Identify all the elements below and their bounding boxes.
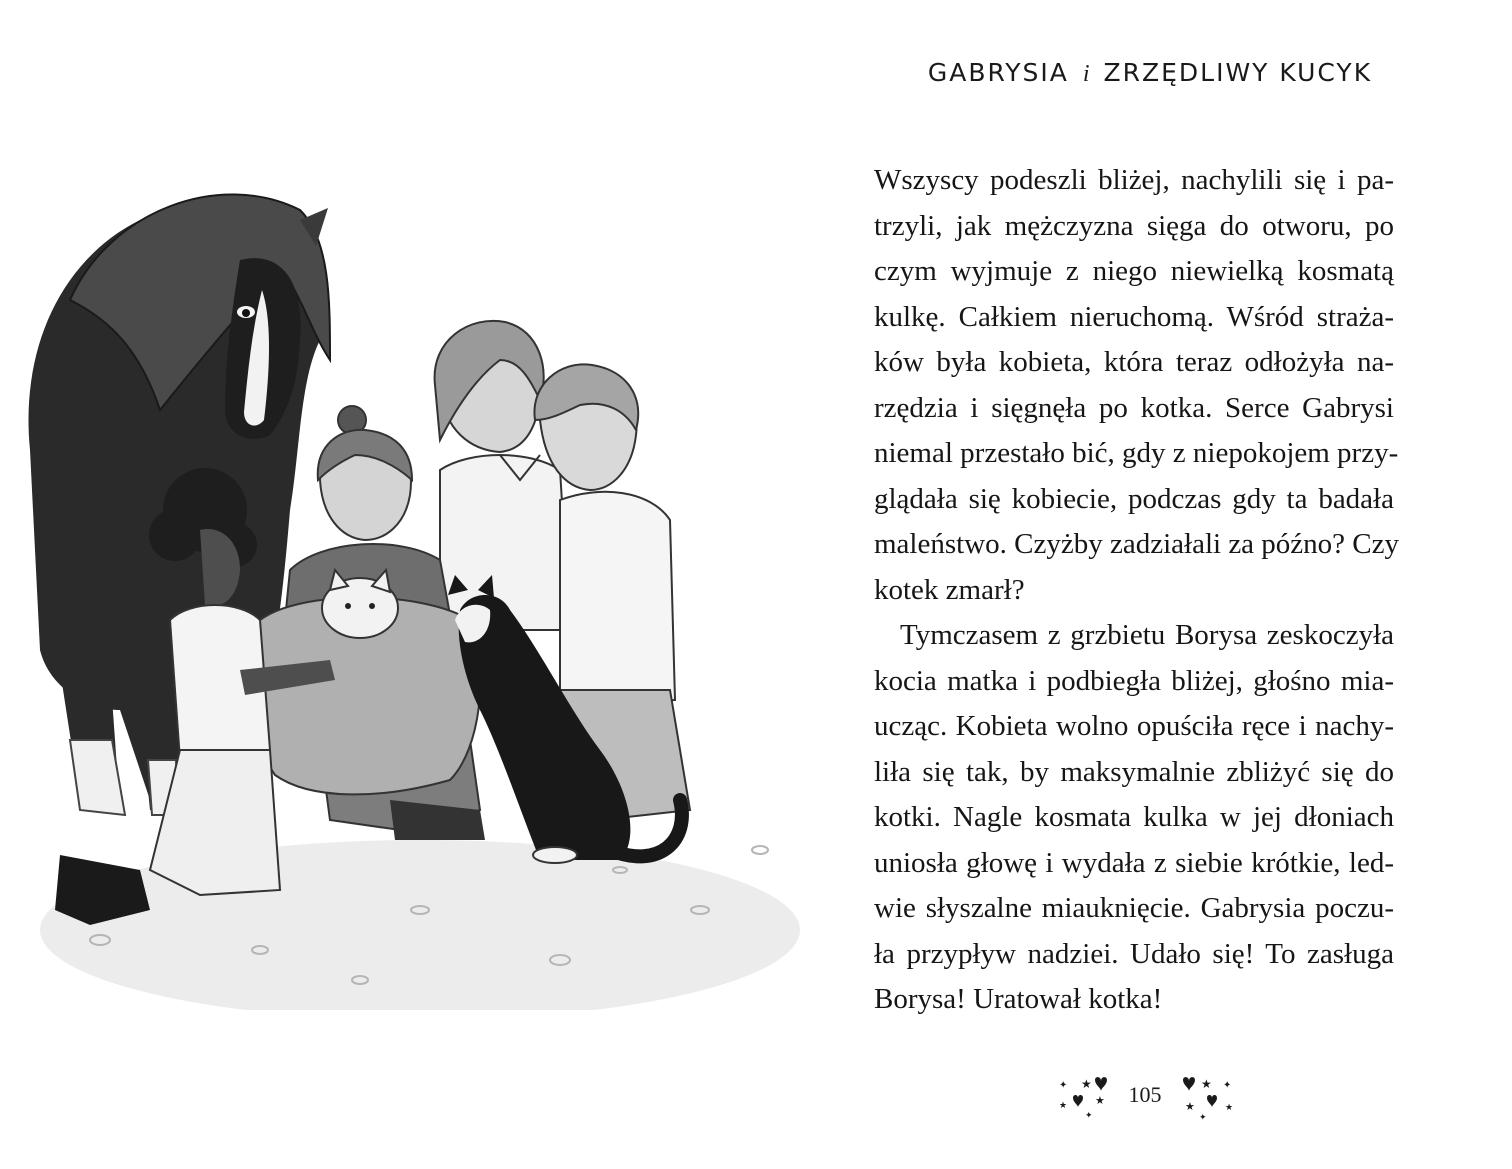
svg-text:★: ★ <box>1185 1100 1195 1113</box>
paragraph-1 <box>874 158 1400 613</box>
text-line: trzyli, jak mężczyzna sięga do otworu, po <box>874 209 1394 242</box>
svg-text:✦: ✦ <box>1085 1111 1093 1121</box>
svg-text:★: ★ <box>1059 1101 1068 1111</box>
page-body-text <box>874 158 1400 1023</box>
header-title-conjunction: i <box>1082 61 1090 87</box>
text-line: glądała się kobiecie, podczas gdy ta badała <box>874 482 1394 515</box>
page-number: 105 <box>1128 1082 1162 1107</box>
text-line: Borysa! Uratował kotka! <box>874 983 1163 1015</box>
svg-text:★: ★ <box>1095 1094 1105 1107</box>
svg-text:✦: ✦ <box>1223 1080 1232 1091</box>
illustration <box>0 150 800 1010</box>
svg-text:✦: ✦ <box>1059 1080 1068 1091</box>
ornament-right-icon <box>1179 1074 1235 1124</box>
text-line: ła przypływ nadziei. Udało się! To zasługa <box>874 937 1394 970</box>
text-line: kotek zmarł? <box>874 573 1025 606</box>
paragraph-2 <box>874 613 1394 1023</box>
text-line: uniosła głowę i wydała z siebie krótkie, led- <box>874 846 1394 879</box>
text-line: Tymczasem z grzbietu Borysa zeskoczyła <box>900 619 1394 651</box>
text-line: ucząc. Kobieta wolno opuściła ręce i nachy- <box>874 710 1394 742</box>
text-line: kocia matka i podbiegła bliżej, głośno mia- <box>874 664 1394 697</box>
header-title-part2: ZRZĘDLIWY KUCYK <box>1103 58 1373 87</box>
text-line: maleństwo. Czyżby zadziałali za późno? Czy <box>874 528 1400 560</box>
svg-text:✦: ✦ <box>1199 1113 1207 1123</box>
text-line: niemal przestało bić, gdy z niepokojem przy- <box>874 437 1399 469</box>
svg-text:★: ★ <box>1081 1077 1092 1091</box>
header-title-part1: GABRYSIA <box>927 58 1069 87</box>
text-line: kulkę. Całkiem nieruchomą. Wśród straża- <box>874 300 1394 333</box>
text-line: rzędzia i sięgnęła po kotka. Serce Gabrysi <box>874 391 1394 424</box>
folio <box>1055 1074 1235 1124</box>
text-line: czym wyjmuje z niego niewielką kosmatą <box>874 255 1394 287</box>
svg-text:★: ★ <box>1225 1103 1234 1113</box>
text-line: ków była kobieta, która teraz odłożyła na- <box>874 346 1394 378</box>
svg-text:★: ★ <box>1201 1077 1212 1091</box>
text-line: liła się tak, by maksymalnie zbliżyć się do <box>874 755 1394 788</box>
text-line: wie słyszalne miauknięcie. Gabrysia poczu- <box>874 892 1394 924</box>
running-header <box>870 58 1430 88</box>
text-line: kotki. Nagle kosmata kulka w jej dłoniach <box>874 801 1394 833</box>
illustration-art <box>0 150 800 1010</box>
text-line: Wszyscy podeszli bliżej, nachylili się i pa- <box>874 164 1394 196</box>
